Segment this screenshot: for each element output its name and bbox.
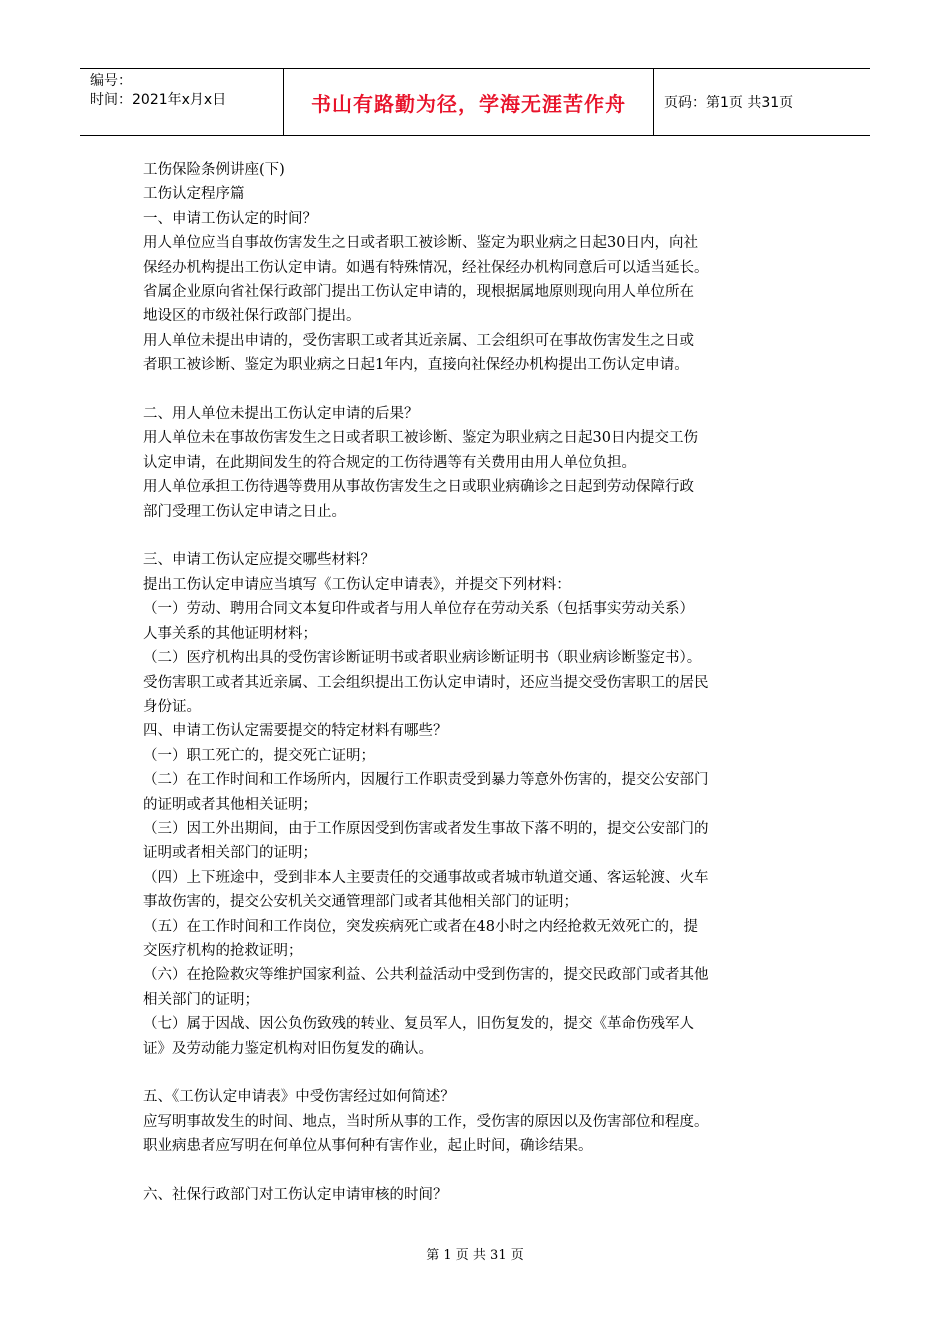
text-line: 地设区的市级社保行政部门提出。 (143, 308, 361, 325)
text-line: 应写明事故发生的时间、地点，当时所从事的工作，受伤害的原因以及伤害部位和程度。 (143, 1113, 709, 1130)
text-line: （一）职工死亡的，提交死亡证明； (143, 747, 375, 764)
text-line: 一、申请工伤认定的时间？ (143, 210, 317, 227)
text-line: （四）上下班途中，受到非本人主要责任的交通事故或者城市轨道交通、客运轮渡、火车 (143, 869, 709, 886)
text-line: 用人单位应当自事故伤害发生之日或者职工被诊断、鉴定为职业病之日起30日内，向社 (143, 235, 698, 252)
text-line: 事故伤害的，提交公安机关交通管理部门或者其他相关部门的证明； (143, 894, 578, 911)
text-line: 四、申请工伤认定需要提交的特定材料有哪些？ (143, 723, 448, 740)
text-line: 用人单位承担工伤待遇等费用从事故伤害发生之日或职业病确诊之日起到劳动保障行政 (143, 479, 694, 496)
document-date-label: 时间：2021年x月x日 (90, 92, 227, 108)
text-line: （二）医疗机构出具的受伤害诊断证明书或者职业病诊断证明书（职业病诊断鉴定书）。 (143, 650, 702, 667)
header-motto: 书山有路勤为径，学海无涯苦作舟 (284, 69, 654, 135)
text-line: 用人单位未在事故伤害发生之日或者职工被诊断、鉴定为职业病之日起30日内提交工伤 (143, 430, 698, 447)
document-body (143, 158, 823, 1207)
text-line: 受伤害职工或者其近亲属、工会组织提出工伤认定申请时，还应当提交受伤害职工的居民 (143, 674, 709, 691)
text-line: 者职工被诊断、鉴定为职业病之日起1年内，直接向社保经办机构提出工伤认定申请。 (143, 357, 689, 374)
text-line: （六）在抢险救灾等维护国家利益、公共利益活动中受到伤害的，提交民政部门或者其他 (143, 967, 709, 984)
text-line: 人事关系的其他证明材料； (143, 625, 317, 642)
text-line: 保经办机构提出工伤认定申请。如遇有特殊情况，经社保经办机构同意后可以适当延长。 (143, 259, 709, 276)
text-line: （七）属于因战、因公负伤致残的转业、复员军人，旧伤复发的，提交《革命伤残军人 (143, 1016, 694, 1033)
text-line: 证》及劳动能力鉴定机构对旧伤复发的确认。 (143, 1040, 433, 1057)
text-line: 的证明或者其他相关证明； (143, 796, 317, 813)
text-line: 职业病患者应写明在何单位从事何种有害作业，起止时间，确诊结果。 (143, 1138, 593, 1155)
text-line: （三）因工外出期间，由于工作原因受到伤害或者发生事故下落不明的，提交公安部门的 (143, 820, 709, 837)
text-line: 身份证。 (143, 698, 201, 715)
blank-line (143, 1061, 823, 1085)
text-line: 相关部门的证明； (143, 991, 259, 1008)
text-line: （五）在工作时间和工作岗位，突发疾病死亡或者在48小时之内经抢救无效死亡的，提 (143, 918, 698, 935)
blank-line (143, 378, 823, 402)
page-header (80, 68, 870, 136)
text-line: 六、社保行政部门对工伤认定申请审核的时间？ (143, 1187, 448, 1203)
header-meta (80, 69, 284, 135)
text-line: 证明或者相关部门的证明； (143, 845, 317, 862)
document-number-label: 编号： (90, 73, 132, 89)
text-line: 三、申请工伤认定应提交哪些材料？ (143, 552, 375, 569)
text-line: （一）劳动、聘用合同文本复印件或者与用人单位存在劳动关系（包括事实劳动关系） (143, 601, 694, 618)
text-line: 部门受理工伤认定申请之日止。 (143, 503, 346, 520)
text-line: 认定申请，在此期间发生的符合规定的工伤待遇等有关费用由用人单位负担。 (143, 454, 636, 471)
text-line: 工伤保险条例讲座(下) (143, 162, 285, 178)
text-line: 二、用人单位未提出工伤认定申请的后果？ (143, 406, 419, 423)
text-line: 工伤认定程序篇 (143, 186, 245, 203)
text-line: 提出工伤认定申请应当填写《工伤认定申请表》，并提交下列材料： (143, 576, 571, 593)
text-line: （二）在工作时间和工作场所内，因履行工作职责受到暴力等意外伤害的，提交公安部门 (143, 772, 709, 789)
text-line: 省属企业原向省社保行政部门提出工伤认定申请的，现根据属地原则现向用人单位所在 (143, 284, 694, 301)
blank-line (143, 524, 823, 548)
text-line: 交医疗机构的抢救证明； (143, 942, 303, 959)
blank-line (143, 1159, 823, 1183)
text-line: 五、《工伤认定申请表》中受伤害经过如何简述？ (143, 1089, 455, 1106)
text-line: 用人单位未提出申请的，受伤害职工或者其近亲属、工会组织可在事故伤害发生之日或 (143, 332, 694, 349)
page-footer: 第 1 页 共 31 页 (426, 1248, 524, 1263)
header-page-info: 页码：第1页 共31页 (664, 95, 794, 111)
